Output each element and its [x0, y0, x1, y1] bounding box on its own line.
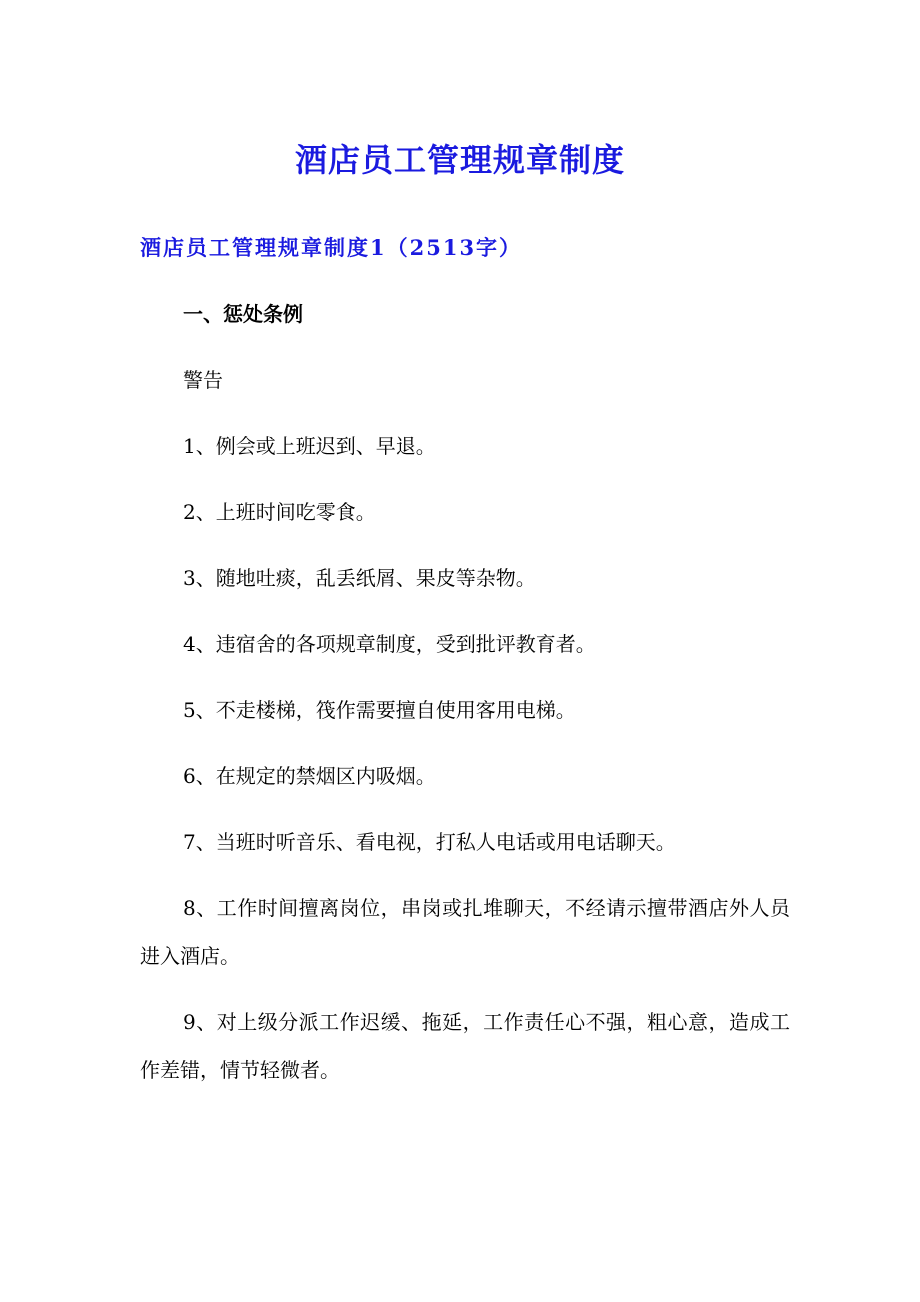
- list-item: 7、当班时听音乐、看电视，打私人电话或用电话聊天。: [183, 830, 676, 854]
- list-item: 1、例会或上班迟到、早退。: [183, 434, 436, 458]
- list-item: 4、违宿舍的各项规章制度，受到批评教育者。: [183, 632, 596, 656]
- list-item: 3、随地吐痰，乱丢纸屑、果皮等杂物。: [183, 566, 536, 590]
- list-item: 8、工作时间擅离岗位，串岗或扎堆聊天，不经请示擅带酒店外人员进入酒店。: [140, 896, 790, 968]
- list-item: 6、在规定的禁烟区内吸烟。: [183, 764, 436, 788]
- section-heading: 酒店员工管理规章制度1（2513字）: [140, 235, 523, 260]
- list-item: 9、对上级分派工作迟缓、拖延，工作责任心不强，粗心意，造成工作差错，情节轻微者。: [140, 1010, 790, 1082]
- list-item: 2、上班时间吃零食。: [183, 500, 376, 524]
- warning-label: 警告: [183, 368, 223, 392]
- document-title: 酒店员工管理规章制度: [294, 141, 625, 179]
- sub-heading-penalty-rules: 一、惩处条例: [183, 302, 303, 326]
- list-item: 5、不走楼梯，筏作需要擅自使用客用电梯。: [183, 698, 576, 722]
